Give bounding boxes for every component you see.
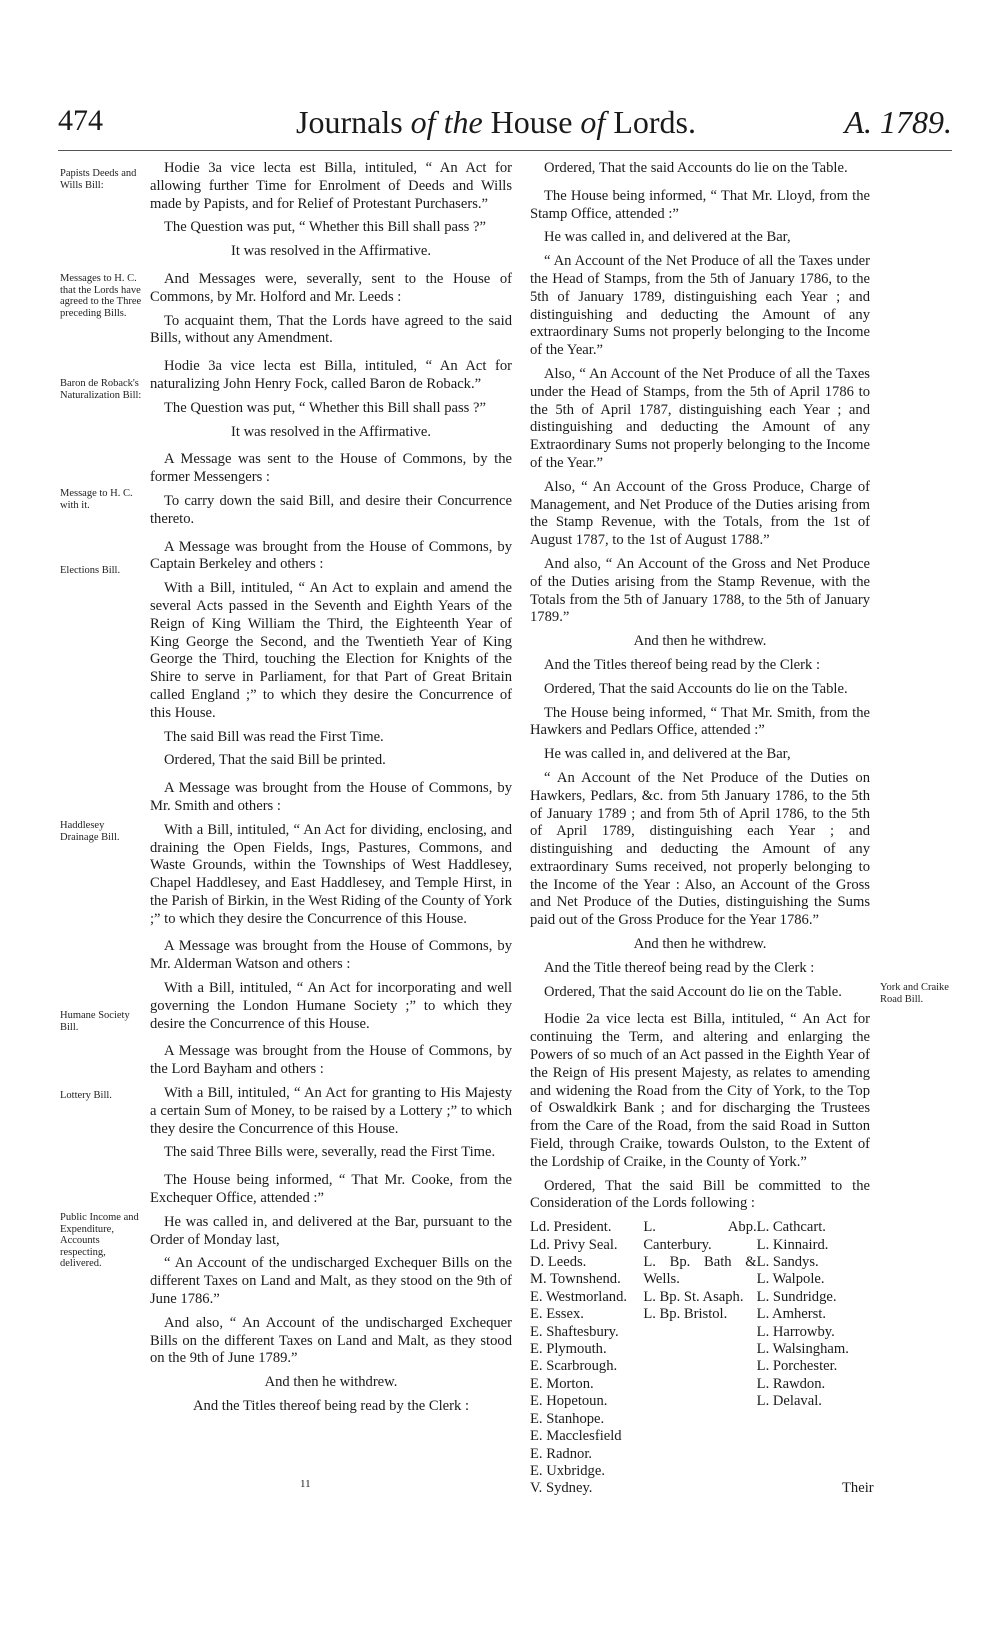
lord-name: L. Amherst. bbox=[756, 1306, 826, 1323]
paragraph: The House being informed, “ That Mr. Lloyd, from the Stamp Office, attended :” bbox=[530, 187, 870, 222]
right-column bbox=[530, 160, 870, 1498]
paragraph: To acquaint them, That the Lords have agreed to the said Bills, without any Amendment. bbox=[150, 312, 512, 347]
lord-name: L. Cathcart. bbox=[756, 1219, 826, 1236]
lords-column-3 bbox=[757, 1219, 870, 1498]
lord-name: L. Sandys. bbox=[756, 1254, 819, 1271]
running-header bbox=[0, 104, 992, 164]
paragraph: Ordered, That the said Account do lie on the Table. bbox=[544, 983, 842, 1000]
paragraph: A Message was brought from the House of Commons, by Mr. Alderman Watson and others : bbox=[150, 938, 512, 973]
lord-name: M. Townshend. bbox=[530, 1271, 621, 1288]
paragraph: A Message was brought from the House of Commons, by Captain Berkeley and others : bbox=[150, 538, 512, 573]
lord-name: L. Bp. Bristol. bbox=[643, 1306, 728, 1323]
lord-name: V. Sydney. bbox=[530, 1480, 593, 1497]
paragraph: The House being informed, “ That Mr. Smith, from the Hawkers and Pedlars Office, attended :” bbox=[530, 704, 870, 739]
paragraph: Hodie 2a vice lecta est Billa, intituled, “ An Act for continuing the Term, and altering and enlarging the Powers of so much of an Act passed in the Eighth Year of the Reign of His present Majesty, as relates to amending and widening the Road from the City of York, to the Top of Oswaldkirk Bank ; and for discharging the Trustees from the Care of the Road, from the said Road in Sutton Field, through Craike, towards Oulston, to the Extent of the Lordship of Craike, in the County of York.” bbox=[530, 1011, 870, 1170]
margin-note: Elections Bill. bbox=[60, 565, 121, 576]
margin-note: Messages to H. C. that the Lords have agreed to the Three preceding Bills. bbox=[60, 273, 142, 319]
lord-name: L. Walsingham. bbox=[756, 1341, 849, 1358]
paragraph: He was called in, and delivered at the Bar, bbox=[544, 746, 791, 763]
paragraph: “ An Account of the Net Produce of all the Taxes under the Head of Stamps, from the 5th of January 1786, to the 5th of January 1789, distinguishing each Year ; and distinguishing and deducting the Amount of any extraordinary Sums not properly belonging to the Income of the Year.” bbox=[530, 253, 870, 359]
margin-note: York and Craike Road Bill. bbox=[880, 982, 949, 1005]
paragraph: With a Bill, intituled, “ An Act for granting to His Majesty a certain Sum of Money, to be raised by a Lottery ;” to which they desire the Concurrence of this House. bbox=[150, 1085, 512, 1137]
paragraph: He was called in, and delivered at the Bar, pursuant to the Order of Monday last, bbox=[150, 1213, 512, 1248]
paragraph: “ An Account of the undischarged Exchequer Bills on the different Taxes on Land and Malt, as they stood on the 9th of June 1786.” bbox=[150, 1255, 512, 1308]
paragraph: The said Bill was read the First Time. bbox=[164, 728, 384, 745]
margin-note: Papists Deeds and Wills Bill: bbox=[60, 168, 137, 191]
paragraph: And also, “ An Account of the Gross and Net Produce of the Duties arising from the Stamp Revenue, with the Totals from the 5th of January 1788, to the 5th of January 1789.” bbox=[530, 555, 870, 626]
lord-name: L. Abp. Canterbury. bbox=[643, 1219, 757, 1253]
lord-name: E. Westmorland. bbox=[530, 1288, 628, 1305]
left-column bbox=[150, 160, 512, 1422]
lord-name: E. Hopetoun. bbox=[530, 1393, 608, 1410]
margin-note: Humane Society Bill. bbox=[60, 1010, 130, 1033]
paragraph: Hodie 3a vice lecta est Billa, intituled, “ An Act for naturalizing John Henry Fock, called Baron de Roback.” bbox=[150, 358, 512, 392]
page-number: 474 bbox=[58, 104, 103, 137]
paragraph: The said Three Bills were, severally, read the First Time. bbox=[164, 1144, 496, 1161]
lord-name: E. Shaftesbury. bbox=[530, 1323, 619, 1340]
paragraph: And also, “ An Account of the undischarged Exchequer Bills on the different Taxes on Land and Malt, as they stood on the 9th of June 1789.” bbox=[150, 1314, 512, 1367]
year: A. 1789. bbox=[844, 104, 952, 140]
margin-note: Message to H. C. with it. bbox=[60, 488, 133, 511]
catchword: Their bbox=[842, 1480, 874, 1496]
lord-name: L. Delaval. bbox=[756, 1393, 822, 1410]
paragraph: Hodie 3a vice lecta est Billa, intituled, “ An Act for allowing further Time for Enrolment of Deeds and Wills made by Papists, and for Relief of Protestant Purchasers.” bbox=[150, 160, 512, 212]
margin-note: Haddlesey Drainage Bill. bbox=[60, 820, 120, 843]
lord-name: E. Essex. bbox=[530, 1306, 584, 1323]
paragraph: Ordered, That the said Bill be committed to the Consideration of the Lords following : bbox=[530, 1177, 870, 1212]
paragraph: And then he withdrew. bbox=[264, 1374, 398, 1391]
lord-name: E. Morton. bbox=[530, 1375, 594, 1392]
lord-name: L. Bp. St. Asaph. bbox=[643, 1288, 744, 1305]
margin-note: Baron de Roback's Naturalization Bill: bbox=[60, 378, 142, 401]
lord-name: Ld. President. bbox=[530, 1219, 612, 1236]
paragraph: The Question was put, “ Whether this Bill shall pass ?” bbox=[164, 219, 486, 236]
paragraph: With a Bill, intituled, “ An Act for dividing, enclosing, and draining the Open Fields, Ings, Pastures, Commons, and Waste Grounds, within the Townships of West Haddlesey, Chapel Haddlesey, and East Haddlesey, and Temple Hirst, in the Parish of Birkin, in the West Riding of the County of York ;” to which they desire the Concurrence of this House. bbox=[150, 821, 512, 927]
lords-committee-list bbox=[530, 1219, 870, 1498]
paragraph: Ordered, That the said Accounts do lie on the Table. bbox=[544, 680, 848, 697]
paragraph: And the Titles thereof being read by the Clerk : bbox=[544, 656, 821, 673]
paragraph: And the Title thereof being read by the Clerk : bbox=[544, 959, 815, 976]
paragraph: A Message was brought from the House of Commons, by Mr. Smith and others : bbox=[150, 780, 512, 814]
lord-name: L. Porchester. bbox=[756, 1358, 838, 1375]
paragraph: It was resolved in the Affirmative. bbox=[231, 423, 431, 440]
lord-name: E. Macclesfield bbox=[530, 1428, 622, 1445]
paragraph: And the Titles thereof being read by the Clerk : bbox=[192, 1398, 469, 1415]
paragraph: He was called in, and delivered at the Bar, bbox=[544, 229, 791, 246]
paragraph: With a Bill, intituled, “ An Act for incorporating and well governing the London Humane Society ;” to which they desire the Concurrence of this House. bbox=[150, 980, 512, 1032]
margin-note: Lottery Bill. bbox=[60, 1090, 112, 1101]
paragraph: A Message was brought from the House of Commons, by the Lord Bayham and others : bbox=[150, 1043, 512, 1078]
paragraph: To carry down the said Bill, and desire their Concurrence thereto. bbox=[150, 492, 512, 527]
lords-column-1 bbox=[530, 1219, 643, 1498]
paragraph: The House being informed, “ That Mr. Cooke, from the Exchequer Office, attended :” bbox=[150, 1172, 512, 1207]
lord-name: L. Rawdon. bbox=[756, 1375, 826, 1392]
paragraph: “ An Account of the Net Produce of the Duties on Hawkers, Pedlars, &c. from 5th January 1786, to the 5th of January 1789 ; and from 5th of April 1786, to the 5th of April 1789, distinguishing each Year ; and distinguishing and deducting the Amount of any extraordinary Sums received, not properly belonging to the Income of the Year : Also, an Account of the Gross and Net Produce of the Duties, distinguishing the Sums paid out of the Gross Produce for the Year 1786.” bbox=[530, 769, 870, 929]
lord-name: L. Walpole. bbox=[756, 1271, 825, 1288]
lord-name: E. Radnor. bbox=[530, 1445, 593, 1462]
paragraph: It was resolved in the Affirmative. bbox=[231, 243, 431, 260]
signature-mark: 11 bbox=[300, 1478, 311, 1490]
paragraph: And Messages were, severally, sent to the House of Commons, by Mr. Holford and Mr. Leeds : bbox=[150, 270, 512, 305]
lords-column-2 bbox=[643, 1219, 756, 1498]
paragraph: Ordered, That the said Bill be printed. bbox=[164, 752, 386, 769]
lord-name: Ld. Privy Seal. bbox=[530, 1236, 618, 1253]
paragraph: With a Bill, intituled, “ An Act to explain and amend the several Acts passed in the Seventh and Eighth Years of the Reign of King William the Third, the Eighteenth Year of King George the Second, and the Twentieth Year of King George the Third, touching the Election for Knights of the Shire to serve in Parliament, for that Part of Great Britain called England ;” to which they desire the Concurrence of this House. bbox=[150, 580, 512, 721]
lord-name: E. Plymouth. bbox=[530, 1341, 607, 1358]
margin-note: Public Income and Expenditure, Accounts respecting, delivered. bbox=[60, 1212, 139, 1269]
running-title: Journals of the House of Lords. bbox=[296, 104, 696, 140]
lord-name: L. Bp. Bath & Wells. bbox=[643, 1254, 757, 1288]
lord-name: L. Harrowby. bbox=[756, 1323, 835, 1340]
lord-name: E. Scarbrough. bbox=[530, 1358, 618, 1375]
lord-name: L. Kinnaird. bbox=[756, 1236, 829, 1253]
paragraph: And then he withdrew. bbox=[633, 936, 767, 953]
lord-name: L. Sundridge. bbox=[756, 1288, 837, 1305]
paragraph: The Question was put, “ Whether this Bill shall pass ?” bbox=[164, 399, 486, 416]
paragraph: And then he withdrew. bbox=[633, 633, 767, 650]
header-rule bbox=[58, 150, 952, 151]
lord-name: D. Leeds. bbox=[530, 1254, 587, 1271]
paragraph: A Message was sent to the House of Commons, by the former Messengers : bbox=[150, 451, 512, 486]
lord-name: E. Uxbridge. bbox=[530, 1462, 605, 1479]
paragraph: Also, “ An Account of the Gross Produce, Charge of Management, and Net Produce of the Duties arising from the Stamp Revenue, with the Totals, from the 1st of August 1787, to the 1st of August 1788.” bbox=[530, 478, 870, 549]
paragraph: Ordered, That the said Accounts do lie on the Table. bbox=[544, 160, 848, 176]
paragraph: Also, “ An Account of the Net Produce of all the Taxes under the Head of Stamps, from the 5th of April 1786 to the 5th of April 1787, distinguishing each Year ; and distinguishing and deducting the Amount of any Extraordinary Sums not properly belonging to the Income of the Year.” bbox=[530, 365, 870, 471]
lord-name: E. Stanhope. bbox=[530, 1410, 605, 1427]
